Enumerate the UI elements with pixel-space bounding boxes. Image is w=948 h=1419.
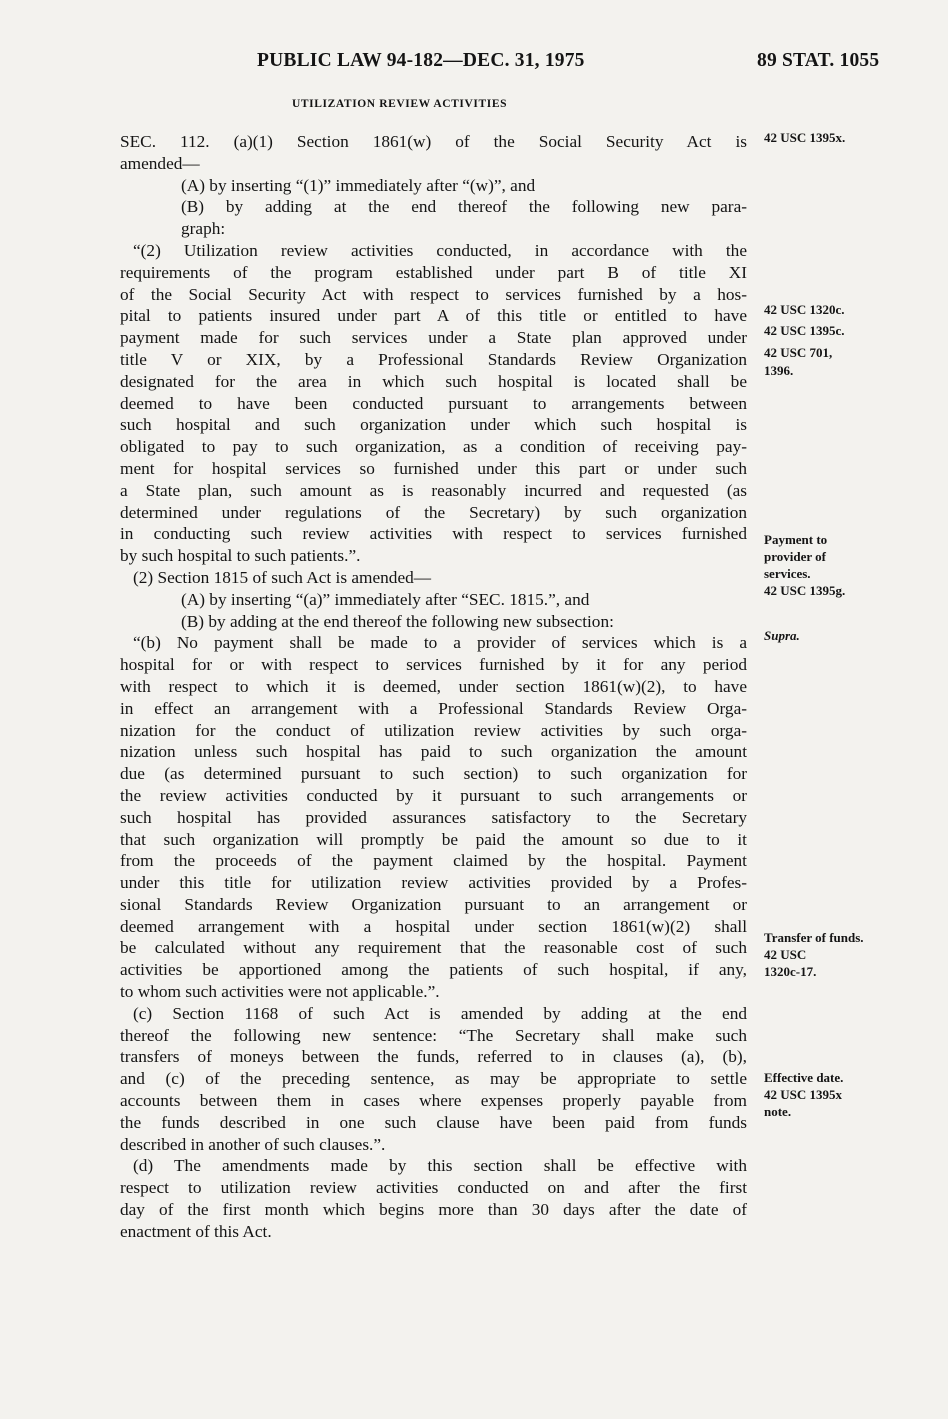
margin-note-heading: Payment to — [764, 532, 828, 547]
text-line: of the Social Security Act with respect to services furnished by a hos- — [120, 284, 747, 304]
text-line: title V or XIX, by a Professional Standards Review Organization — [120, 349, 747, 369]
text-line: (B) by adding at the end thereof the following new subsection: — [181, 611, 614, 631]
text-line: nization unless such hospital has paid to such organization the amount — [120, 742, 747, 762]
running-header-left: PUBLIC LAW 94-182—DEC. 31, 1975 — [257, 50, 585, 71]
text-line: described in another of such clauses.”. — [120, 1134, 386, 1154]
text-line: SEC. 112. (a)(1) Section 1861(w) of the Social Security Act is — [120, 132, 747, 151]
page-citation: 89 STAT. 1055 — [757, 50, 880, 71]
text-line: such hospital and such organization under which such hospital is — [120, 415, 747, 435]
text-line: and (c) of the preceding sentence, as may be appropriate to settle — [120, 1069, 747, 1089]
text-line: hospital for or with respect to services furnished by it for any period — [120, 655, 747, 675]
margin-citation: 42 USC 1395x. — [764, 130, 846, 145]
text-line: (B) by adding at the end thereof the following new para- — [181, 197, 747, 217]
text-line: such hospital has provided assurances satisfactory to the Secretary — [120, 807, 747, 827]
text-line: deemed arrangement with a hospital under section 1861(w)(2) shall — [120, 916, 747, 936]
margin-citation: 42 USC 1320c. — [764, 302, 845, 317]
text-line: in conducting such review activities with respect to services furnished — [120, 524, 747, 544]
text-line: the review activities conducted by it pursuant to such arrangements or — [120, 785, 747, 805]
text-line: designated for the area in which such hospital is located shall be — [120, 371, 747, 391]
text-line: day of the first month which begins more than 30 days after the date of — [120, 1200, 747, 1220]
margin-note-heading: Transfer of funds. — [764, 930, 864, 945]
statute-text — [120, 131, 747, 1243]
text-line: “(b) No payment shall be made to a provider of services which is a — [133, 633, 747, 653]
text-line: under this title for utilization review activities provided by a Profes- — [120, 873, 747, 893]
text-line: amended— — [120, 153, 200, 173]
text-line: enactment of this Act. — [120, 1221, 272, 1241]
text-line: requirements of the program established under part B of title XI — [120, 262, 747, 282]
text-line: (c) Section 1168 of such Act is amended by adding at the end — [133, 1003, 747, 1023]
text-line: by such hospital to such patients.”. — [120, 546, 361, 566]
margin-citation: note. — [764, 1104, 792, 1119]
text-line: due (as determined pursuant to such section) to such organization for — [120, 764, 747, 784]
margin-citation: 42 USC 1395c. — [764, 323, 845, 338]
margin-citation: 42 USC 1395x — [764, 1087, 843, 1102]
text-line: transfers of moneys between the funds, referred to in clauses (a), (b), — [120, 1047, 747, 1067]
text-line: determined under regulations of the Secretary) by such organization — [120, 502, 747, 522]
text-line: that such organization will promptly be paid the amount so due to it — [120, 829, 747, 849]
margin-note-heading: provider of — [764, 549, 826, 564]
margin-citation: 1396. — [764, 363, 794, 378]
margin-citation: Supra. — [764, 628, 800, 643]
text-line: activities be apportioned among the patients of such hospital, if any, — [120, 960, 747, 980]
margin-citation: 42 USC 1395g. — [764, 583, 846, 598]
text-line: respect to utilization review activities conducted on and after the first — [120, 1178, 747, 1198]
margin-note-heading: Effective date. — [764, 1070, 844, 1085]
margin-citation: 42 USC 701, — [764, 345, 833, 360]
text-line: payment made for such services under a State plan approved under — [120, 328, 747, 348]
text-line: (A) by inserting “(1)” immediately after “(w)”, and — [181, 175, 536, 195]
text-line: with respect to which it is deemed, under section 1861(w)(2), to have — [120, 676, 747, 696]
text-line: graph: — [181, 219, 226, 239]
section-heading: UTILIZATION REVIEW ACTIVITIES — [292, 98, 508, 110]
text-line: accounts between them in cases where expenses properly payable from — [120, 1091, 747, 1111]
text-line: deemed to have been conducted pursuant to arrangements between — [120, 393, 747, 413]
text-line: in effect an arrangement with a Professional Standards Review Orga- — [120, 698, 747, 718]
text-line: pital to patients insured under part A of this title or entitled to have — [120, 306, 747, 326]
text-line: from the proceeds of the payment claimed by the hospital. Payment — [120, 851, 747, 871]
text-line: (d) The amendments made by this section shall be effective with — [133, 1156, 747, 1176]
margin-citation: 1320c-17. — [764, 964, 817, 979]
text-line: (A) by inserting “(a)” immediately after “SEC. 1815.”, and — [181, 589, 590, 609]
text-line: (2) Section 1815 of such Act is amended— — [133, 567, 432, 587]
text-line: thereof the following new sentence: “The Secretary shall make such — [120, 1025, 747, 1045]
text-line: be calculated without any requirement that the reasonable cost of such — [120, 938, 747, 958]
text-line: the funds described in one such clause have been paid from funds — [120, 1112, 747, 1132]
text-line: to whom such activities were not applicable.”. — [120, 982, 440, 1002]
text-line: nization for the conduct of utilization review activities by such orga- — [120, 720, 747, 740]
text-line: sional Standards Review Organization pursuant to an arrangement or — [120, 894, 747, 914]
text-line: obligated to pay to such organization, as a condition of receiving pay- — [120, 437, 747, 457]
text-line: a State plan, such amount as is reasonably incurred and requested (as — [120, 480, 747, 500]
text-line: “(2) Utilization review activities conducted, in accordance with the — [133, 240, 747, 260]
margin-note-heading: services. — [764, 566, 811, 581]
margin-citation: 42 USC — [764, 947, 807, 962]
text-line: ment for hospital services so furnished under this part or under such — [120, 458, 747, 478]
